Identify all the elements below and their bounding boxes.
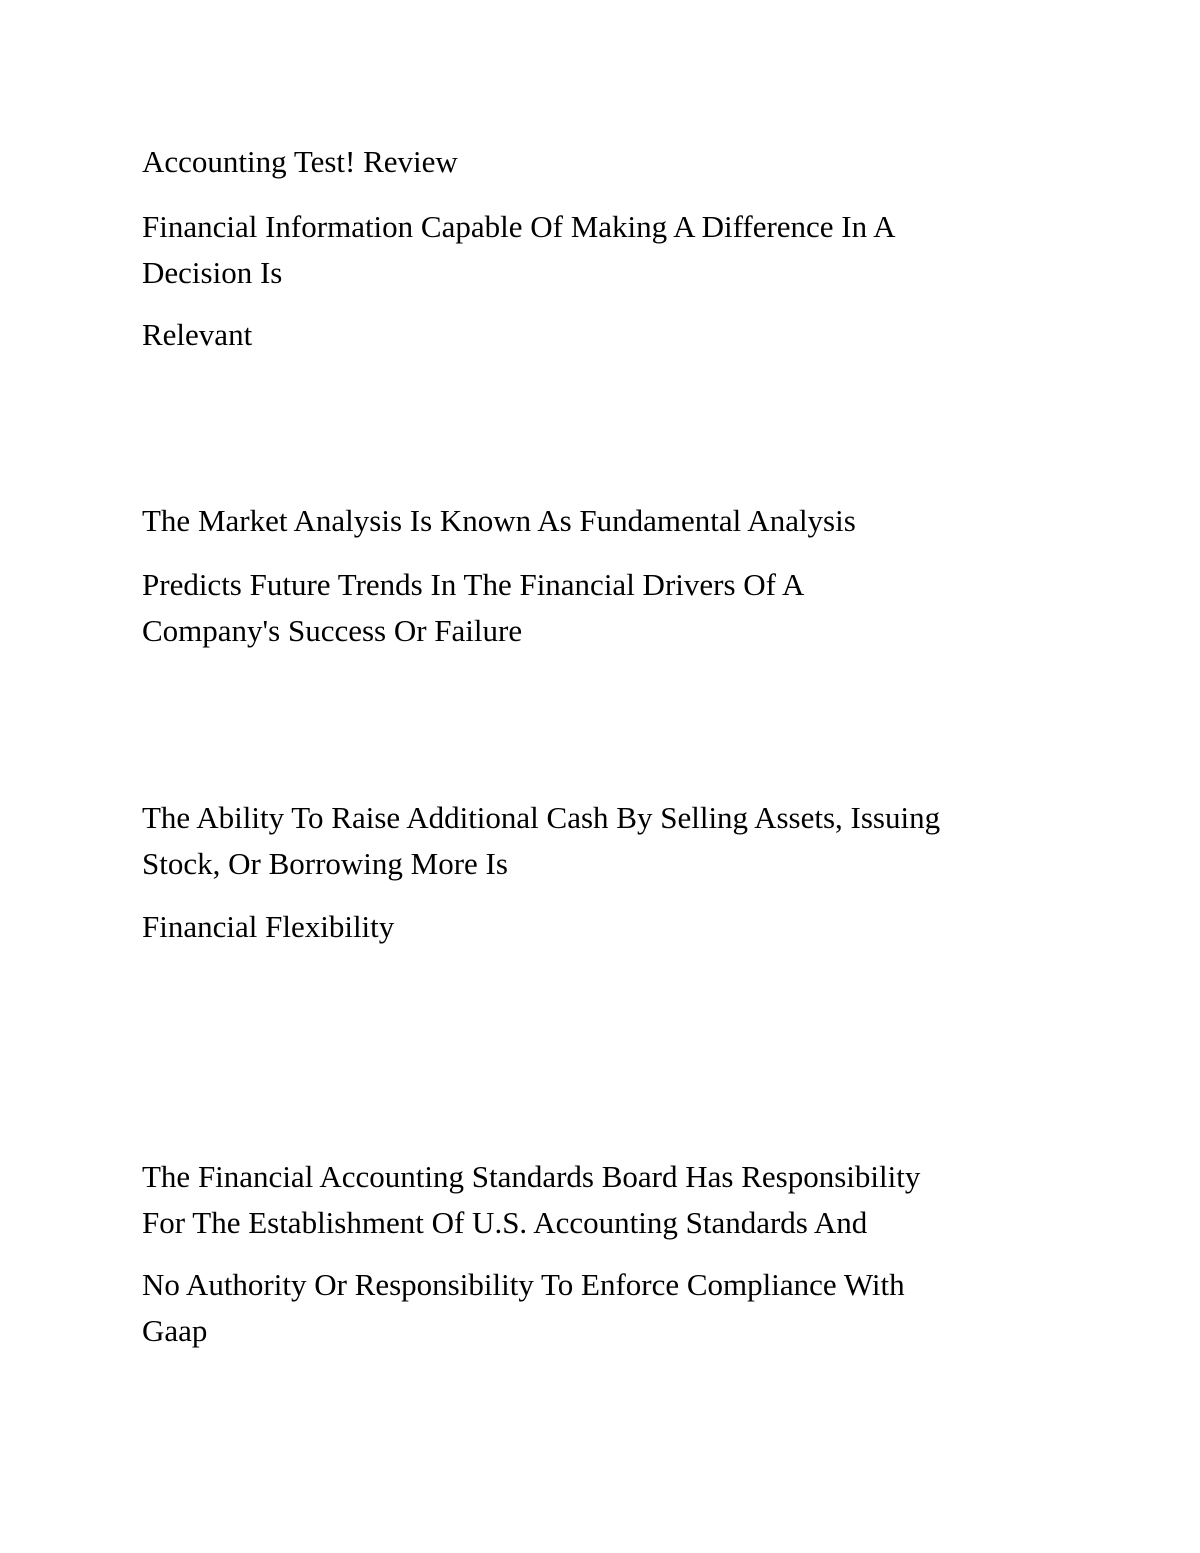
question-3-line-1: The Ability To Raise Additional Cash By Selling Assets, Issuing [142,800,941,835]
answer-4-line-1: No Authority Or Responsibility To Enforce Compliance With [142,1267,905,1302]
question-1-line-1: Financial Information Capable Of Making A Difference In A [142,209,896,244]
question-4-line-1: The Financial Accounting Standards Board Has Responsibility [142,1159,921,1194]
answer-3-line-1: Financial Flexibility [142,909,395,944]
answer-2-line-2: Company's Success Or Failure [142,613,523,648]
answer-2-line-1: Predicts Future Trends In The Financial Drivers Of A [142,567,805,602]
question-3-line-2: Stock, Or Borrowing More Is [142,846,508,881]
answer-4-line-2: Gaap [142,1313,208,1348]
document-title: Accounting Test! Review [142,144,458,179]
question-2-line-1: The Market Analysis Is Known As Fundamental Analysis [142,503,856,538]
question-4-line-2: For The Establishment Of U.S. Accounting Standards And [142,1205,868,1240]
question-1-line-2: Decision Is [142,255,283,290]
answer-1-line-1: Relevant [142,317,253,352]
